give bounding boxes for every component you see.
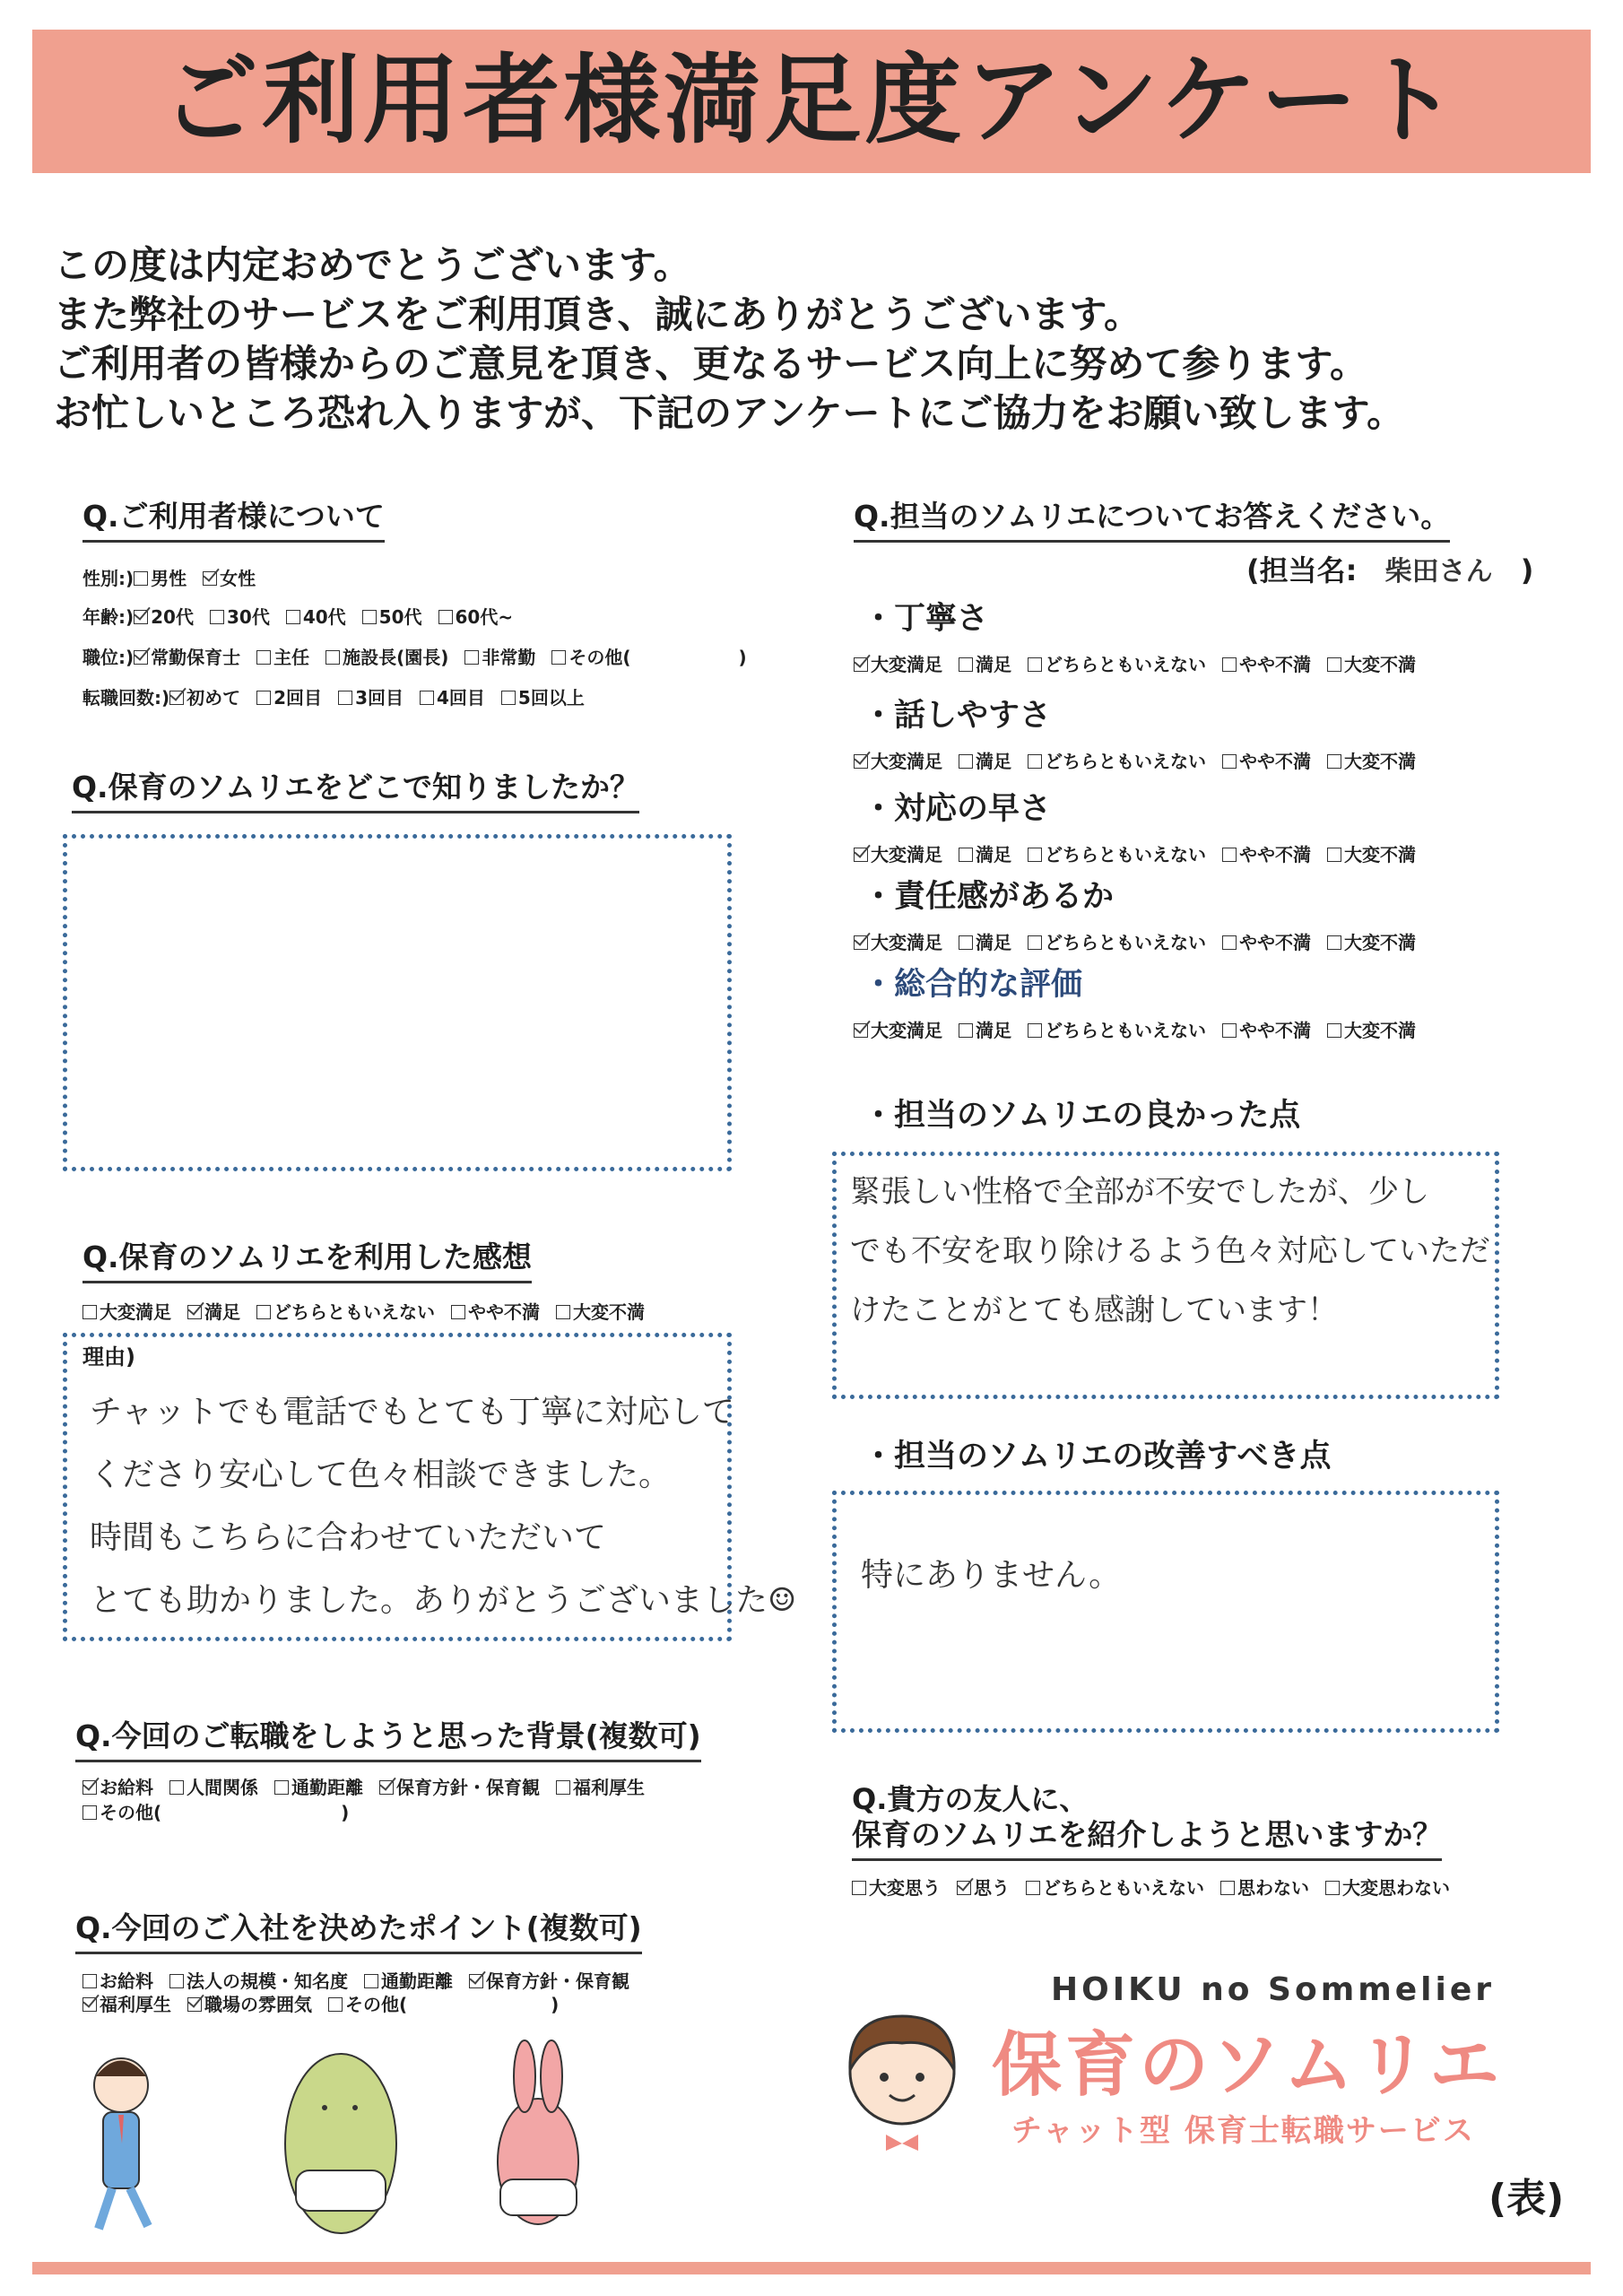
- checkbox-icon: [82, 1780, 97, 1795]
- q1-title: Q.ご利用者様について: [82, 499, 385, 543]
- checkbox-option[interactable]: [169, 686, 240, 709]
- checkbox-icon: [134, 571, 148, 586]
- option-label: 男性: [151, 568, 187, 589]
- option-label: 施設長(園長): [343, 647, 449, 668]
- option-label: 大変満足: [871, 654, 942, 675]
- option-label: 大変思う: [869, 1877, 941, 1899]
- option-label: どちらともいえない: [1045, 1020, 1206, 1041]
- rating-option[interactable]: [1222, 1019, 1311, 1042]
- staff-name: 柴田さん: [1384, 556, 1493, 587]
- option-label: どちらともいえない: [1045, 844, 1206, 865]
- rating-option[interactable]: [1327, 1019, 1416, 1042]
- good-line: 緊張しい性格で全部が不安でしたが、少し: [850, 1174, 1429, 1210]
- checkbox-icon: [556, 1305, 570, 1319]
- checkbox-icon: [464, 650, 479, 665]
- checkbox-icon: [1327, 1023, 1341, 1038]
- checkbox-icon: [203, 571, 217, 586]
- checkbox-icon: [338, 691, 352, 705]
- checkbox-icon: [1327, 754, 1341, 769]
- checkbox-option[interactable]: [556, 1776, 645, 1799]
- option-label: やや不満: [468, 1301, 540, 1323]
- friend-options-row: [852, 1876, 1466, 1900]
- option-label: 40代: [302, 606, 346, 628]
- rating-option[interactable]: [1327, 653, 1416, 676]
- option-label: 大変不満: [1344, 844, 1416, 865]
- age-options: [134, 606, 529, 628]
- position-options: [134, 647, 763, 668]
- checkbox-icon: [256, 1305, 271, 1319]
- rating-options-row: [854, 1019, 1432, 1042]
- option-label: 大変満足: [871, 844, 942, 865]
- option-label: 人間関係: [187, 1777, 258, 1798]
- q1-gender-row: [82, 567, 272, 590]
- improve-text: 特にありません。: [861, 1557, 1122, 1594]
- checkbox-icon: [852, 1881, 866, 1895]
- improve-points-box[interactable]: [832, 1491, 1499, 1733]
- intro-line: お忙しいところ恐れ入りますが、下記のアンケートにご協力をお願い致します。: [54, 391, 1405, 435]
- rating-option[interactable]: [854, 653, 942, 676]
- reason-line: チャットでも電話でもとても丁寧に対応して: [90, 1394, 734, 1431]
- friend-options: [852, 1877, 1466, 1899]
- option-label: 思わない: [1237, 1877, 1309, 1899]
- q5-row1: [82, 1970, 646, 1993]
- option-label: 満足: [204, 1301, 240, 1323]
- checkbox-icon: [469, 1974, 483, 1988]
- option-label: 大変不満: [1344, 932, 1416, 953]
- checkbox-option[interactable]: [134, 646, 240, 669]
- checkbox-option[interactable]: [328, 1993, 559, 2016]
- checkbox-icon: [1222, 1023, 1237, 1038]
- option-label: 通勤距離: [381, 1970, 453, 1992]
- brand-english: HOIKU no Sommelier: [1051, 1971, 1495, 2008]
- rating-options-row: [854, 653, 1432, 676]
- checkbox-icon: [959, 1023, 973, 1038]
- option-label: 満足: [976, 654, 1011, 675]
- checkbox-icon: [1325, 1881, 1340, 1895]
- option-label: 50代: [378, 606, 422, 628]
- checkbox-option[interactable]: [451, 1300, 540, 1324]
- checkbox-option[interactable]: [1325, 1876, 1450, 1900]
- option-label: 3回目: [355, 687, 404, 709]
- q4-row2: [82, 1801, 365, 1824]
- rating-option[interactable]: [854, 931, 942, 954]
- option-label: 2回目: [273, 687, 323, 709]
- option-label: その他( ): [100, 1802, 350, 1823]
- q3-title: Q.保育のソムリエを利用した感想: [82, 1239, 532, 1283]
- option-label: 大変不満: [573, 1301, 645, 1323]
- checkbox-icon: [82, 1305, 97, 1319]
- staff-close: ): [1520, 553, 1534, 587]
- checkbox-icon: [959, 848, 973, 862]
- checkbox-icon: [1220, 1881, 1235, 1895]
- rating-option[interactable]: [1028, 843, 1206, 866]
- intro-text: [54, 240, 1578, 438]
- q1-changes-row: [82, 686, 601, 709]
- option-label: 福利厚生: [573, 1777, 645, 1798]
- checkbox-option[interactable]: [256, 686, 322, 709]
- gender-label: 性別:): [82, 568, 135, 589]
- checkbox-icon: [854, 935, 868, 950]
- rating-option[interactable]: [1327, 750, 1416, 773]
- option-label: 大変満足: [871, 1020, 942, 1041]
- option-label: 4回目: [436, 687, 485, 709]
- checkbox-icon: [451, 1305, 465, 1319]
- rating-label: ・責任感があるか: [863, 879, 1115, 915]
- rating-option[interactable]: [1327, 843, 1416, 866]
- checkbox-icon: [362, 610, 377, 624]
- option-label: 大変満足: [871, 932, 942, 953]
- checkbox-option[interactable]: [501, 686, 585, 709]
- q1-age-row: [82, 605, 529, 629]
- age-label: 年齢:): [82, 606, 135, 628]
- checkbox-icon: [959, 935, 973, 950]
- rabbit-character-icon: [498, 2040, 578, 2224]
- checkbox-option[interactable]: [169, 1776, 258, 1799]
- checkbox-option[interactable]: [420, 686, 485, 709]
- option-label: 大変不満: [1344, 1020, 1416, 1041]
- checkbox-icon: [1222, 848, 1237, 862]
- checkbox-option[interactable]: [82, 1993, 171, 2016]
- checkbox-option[interactable]: [82, 1970, 153, 1993]
- rating-option[interactable]: [1028, 750, 1206, 773]
- checkbox-option[interactable]: [1220, 1876, 1309, 1900]
- rating-option[interactable]: [959, 843, 1011, 866]
- checkbox-icon: [134, 610, 148, 624]
- checkbox-option[interactable]: [134, 567, 187, 590]
- checkbox-icon: [1222, 935, 1237, 950]
- option-label: 常勤保育士: [151, 647, 241, 668]
- boy-character-icon: [94, 2058, 148, 2229]
- checkbox-option[interactable]: [464, 646, 535, 669]
- staff-label: (担当名:: [1246, 553, 1358, 587]
- checkbox-icon: [556, 1780, 570, 1795]
- checkbox-icon: [501, 691, 516, 705]
- q1-position-row: [82, 646, 763, 669]
- rating-label: ・対応の早さ: [863, 791, 1052, 827]
- checkbox-icon: [1028, 754, 1042, 769]
- option-label: 非常勤: [482, 647, 536, 668]
- option-label: 大変不満: [1344, 654, 1416, 675]
- q2-answer-box[interactable]: [63, 834, 732, 1171]
- rating-options-row: [854, 843, 1432, 866]
- reason-label: 理由): [82, 1344, 135, 1370]
- checkbox-option[interactable]: [325, 646, 448, 669]
- checkbox-icon: [256, 691, 271, 705]
- option-label: お給料: [100, 1777, 153, 1798]
- checkbox-icon: [438, 610, 453, 624]
- checkbox-icon: [1028, 1023, 1042, 1038]
- friend-title-1: Q.貴方の友人に、: [852, 1782, 1089, 1816]
- option-label: 保育方針・保育観: [396, 1777, 540, 1798]
- intro-line: また弊社のサービスをご利用頂き、誠にありがとうございます。: [54, 292, 1141, 336]
- rating-option[interactable]: [959, 931, 1011, 954]
- page-mark: (表): [1488, 2176, 1565, 2222]
- q4-options-2: [82, 1802, 365, 1823]
- q5-options-1: [82, 1970, 646, 1992]
- rating-label: ・丁寧さ: [863, 601, 989, 637]
- checkbox-icon: [256, 650, 271, 665]
- checkbox-option[interactable]: [203, 567, 256, 590]
- checkbox-icon: [959, 657, 973, 672]
- checkbox-option[interactable]: [338, 686, 404, 709]
- checkbox-icon: [1026, 1881, 1040, 1895]
- checkbox-icon: [420, 691, 434, 705]
- checkbox-option[interactable]: [852, 1876, 941, 1900]
- rating-option[interactable]: [1222, 750, 1311, 773]
- reason-line: 時間もこちらに合わせていただいて: [90, 1519, 607, 1556]
- brand-japanese: 保育のソムリエ: [992, 2025, 1504, 2106]
- checkbox-icon: [959, 754, 973, 769]
- checkbox-option[interactable]: [274, 1776, 363, 1799]
- checkbox-option[interactable]: [286, 605, 346, 629]
- checkbox-icon: [187, 1305, 202, 1319]
- option-label: お給料: [100, 1970, 153, 1992]
- rating-option[interactable]: [1028, 1019, 1206, 1042]
- option-label: どちらともいえない: [1045, 751, 1206, 772]
- rating-options-row: [854, 931, 1432, 954]
- checkbox-icon: [364, 1974, 378, 1988]
- option-label: どちらともいえない: [273, 1301, 435, 1323]
- option-label: 初めて: [187, 687, 241, 709]
- checkbox-option[interactable]: [957, 1876, 1010, 1900]
- option-label: どちらともいえない: [1045, 932, 1206, 953]
- reason-line: くださり安心して色々相談できました。: [90, 1457, 672, 1493]
- reason-line: とても助かりました。ありがとうございました☺: [90, 1582, 797, 1619]
- rating-option[interactable]: [854, 843, 942, 866]
- checkbox-option[interactable]: [169, 1970, 348, 1993]
- option-label: その他( ): [568, 647, 747, 668]
- option-label: 福利厚生: [100, 1994, 171, 2015]
- option-label: やや不満: [1239, 751, 1311, 772]
- option-label: やや不満: [1239, 844, 1311, 865]
- friend-title-2: 保育のソムリエを紹介しようと思いますか？: [852, 1817, 1442, 1861]
- rating-option[interactable]: [959, 653, 1011, 676]
- rating-option[interactable]: [854, 750, 942, 773]
- checkbox-icon: [325, 650, 340, 665]
- option-label: その他( ): [345, 1994, 560, 2015]
- option-label: 思う: [974, 1877, 1010, 1899]
- option-label: 通勤距離: [291, 1777, 363, 1798]
- good-line: でも不安を取り除けるよう色々対応していただ: [850, 1233, 1490, 1269]
- rating-option[interactable]: [1222, 931, 1311, 954]
- checkbox-icon: [1327, 848, 1341, 862]
- q4-row1: [82, 1776, 661, 1799]
- checkbox-option[interactable]: [362, 605, 422, 629]
- rating-label: ・話しやすさ: [863, 698, 1052, 734]
- checkbox-icon: [1028, 657, 1042, 672]
- reason-text: [90, 1381, 796, 1632]
- checkbox-icon: [169, 691, 184, 705]
- option-label: やや不満: [1239, 1020, 1311, 1041]
- checkbox-icon: [1327, 657, 1341, 672]
- checkbox-icon: [82, 1997, 97, 2012]
- checkbox-option[interactable]: [379, 1776, 540, 1799]
- checkbox-icon: [854, 1023, 868, 1038]
- rating-option[interactable]: [854, 1019, 942, 1042]
- changes-label: 転職回数:): [82, 687, 170, 709]
- checkbox-icon: [169, 1974, 184, 1988]
- checkbox-icon: [379, 1780, 394, 1795]
- checkbox-icon: [1028, 935, 1042, 950]
- option-label: 満足: [976, 844, 1011, 865]
- checkbox-option[interactable]: [364, 1970, 453, 1993]
- rating-option[interactable]: [1028, 653, 1206, 676]
- option-label: 女性: [220, 568, 256, 589]
- option-label: 大変思わない: [1342, 1877, 1450, 1899]
- page-title: ご利用者様満足度アンケート: [161, 45, 1462, 157]
- checkbox-icon: [210, 610, 224, 624]
- bean-character-icon: [285, 2054, 396, 2233]
- checkbox-icon: [1327, 935, 1341, 950]
- checkbox-option[interactable]: [556, 1300, 645, 1324]
- q4-options-1: [82, 1777, 661, 1798]
- checkbox-icon: [854, 848, 868, 862]
- checkbox-option[interactable]: [82, 1776, 153, 1799]
- checkbox-icon: [854, 754, 868, 769]
- rating-option[interactable]: [1222, 653, 1311, 676]
- good-title: ・担当のソムリエの良かった点: [863, 1098, 1301, 1134]
- rating-label: ・総合的な評価: [863, 967, 1083, 1003]
- q5-row2: [82, 1993, 575, 2016]
- checkbox-option[interactable]: [438, 605, 514, 629]
- option-label: やや不満: [1239, 654, 1311, 675]
- checkbox-icon: [82, 1805, 97, 1820]
- rating-option[interactable]: [959, 750, 1011, 773]
- option-label: 5回以上: [517, 687, 585, 709]
- checkbox-icon: [551, 650, 566, 665]
- option-label: 満足: [976, 751, 1011, 772]
- option-label: 職場の雰囲気: [204, 1994, 312, 2015]
- gender-options: [134, 568, 272, 589]
- checkbox-icon: [1222, 754, 1237, 769]
- checkbox-icon: [286, 610, 300, 624]
- q3-options: [82, 1301, 661, 1323]
- checkbox-icon: [169, 1780, 184, 1795]
- checkbox-option[interactable]: [134, 605, 194, 629]
- checkbox-icon: [134, 650, 148, 665]
- checkbox-icon: [274, 1780, 289, 1795]
- option-label: やや不満: [1239, 932, 1311, 953]
- intro-line: ご利用者の皆様からのご意見を頂き、更なるサービス向上に努めて参ります。: [54, 342, 1367, 386]
- changes-options: [169, 687, 601, 709]
- checkbox-icon: [1222, 657, 1237, 672]
- checkbox-icon: [1028, 848, 1042, 862]
- option-label: 法人の規模・知名度: [187, 1970, 348, 1992]
- rating-option[interactable]: [1028, 931, 1206, 954]
- position-label: 職位:): [82, 647, 135, 668]
- checkbox-icon: [854, 657, 868, 672]
- option-label: 大変満足: [100, 1301, 171, 1323]
- option-label: 満足: [976, 932, 1011, 953]
- checkbox-option[interactable]: [82, 1801, 349, 1824]
- checkbox-icon: [957, 1881, 971, 1895]
- rating-options-row: [854, 750, 1432, 773]
- checkbox-icon: [187, 1997, 202, 2012]
- option-label: 大変不満: [1344, 751, 1416, 772]
- q3-options-row: [82, 1300, 661, 1324]
- checkbox-option[interactable]: [82, 1300, 171, 1324]
- option-label: 30代: [226, 606, 270, 628]
- checkbox-option[interactable]: [187, 1993, 312, 2016]
- q4-title: Q.今回のご転職をしようと思った背景(複数可): [75, 1718, 701, 1762]
- option-label: 20代: [151, 606, 194, 628]
- checkbox-option[interactable]: [210, 605, 270, 629]
- brand-tagline: チャット型 保育士転職サービス: [1011, 2113, 1475, 2149]
- staff-line: [1246, 551, 1533, 592]
- checkbox-icon: [82, 1974, 97, 1988]
- checkbox-option[interactable]: [469, 1970, 629, 1993]
- option-label: 満足: [976, 1020, 1011, 1041]
- option-label: どちらともいえない: [1045, 654, 1206, 675]
- checkbox-option[interactable]: [1026, 1876, 1204, 1900]
- rating-option[interactable]: [1327, 931, 1416, 954]
- good-line: けたことがとても感謝しています！: [850, 1292, 1338, 1328]
- good-text: [850, 1162, 1490, 1340]
- option-label: 60代~: [455, 606, 514, 628]
- option-label: 大変満足: [871, 751, 942, 772]
- option-label: 保育方針・保育観: [486, 1970, 629, 1992]
- improve-title: ・担当のソムリエの改善すべき点: [863, 1439, 1332, 1474]
- checkbox-icon: [328, 1997, 343, 2012]
- q5-title: Q.今回のご入社を決めたポイント(複数可): [75, 1910, 642, 1954]
- intro-line: この度は内定おめでとうございます。: [54, 243, 691, 287]
- brand-mascot-logo: [830, 1998, 974, 2151]
- bottom-banner: [32, 2262, 1591, 2274]
- rating-option[interactable]: [959, 1019, 1011, 1042]
- checkbox-option[interactable]: [187, 1300, 240, 1324]
- rating-option[interactable]: [1222, 843, 1311, 866]
- checkbox-option[interactable]: [551, 646, 746, 669]
- right-title: Q.担当のソムリエについてお答えください。: [854, 499, 1450, 543]
- option-label: 主任: [273, 647, 310, 668]
- checkbox-option[interactable]: [256, 646, 309, 669]
- characters-illustration: [72, 2036, 646, 2251]
- q5-options-2: [82, 1994, 575, 2015]
- checkbox-option[interactable]: [256, 1300, 435, 1324]
- q2-title: Q.保育のソムリエをどこで知りましたか？: [72, 770, 639, 813]
- option-label: どちらともいえない: [1043, 1877, 1204, 1899]
